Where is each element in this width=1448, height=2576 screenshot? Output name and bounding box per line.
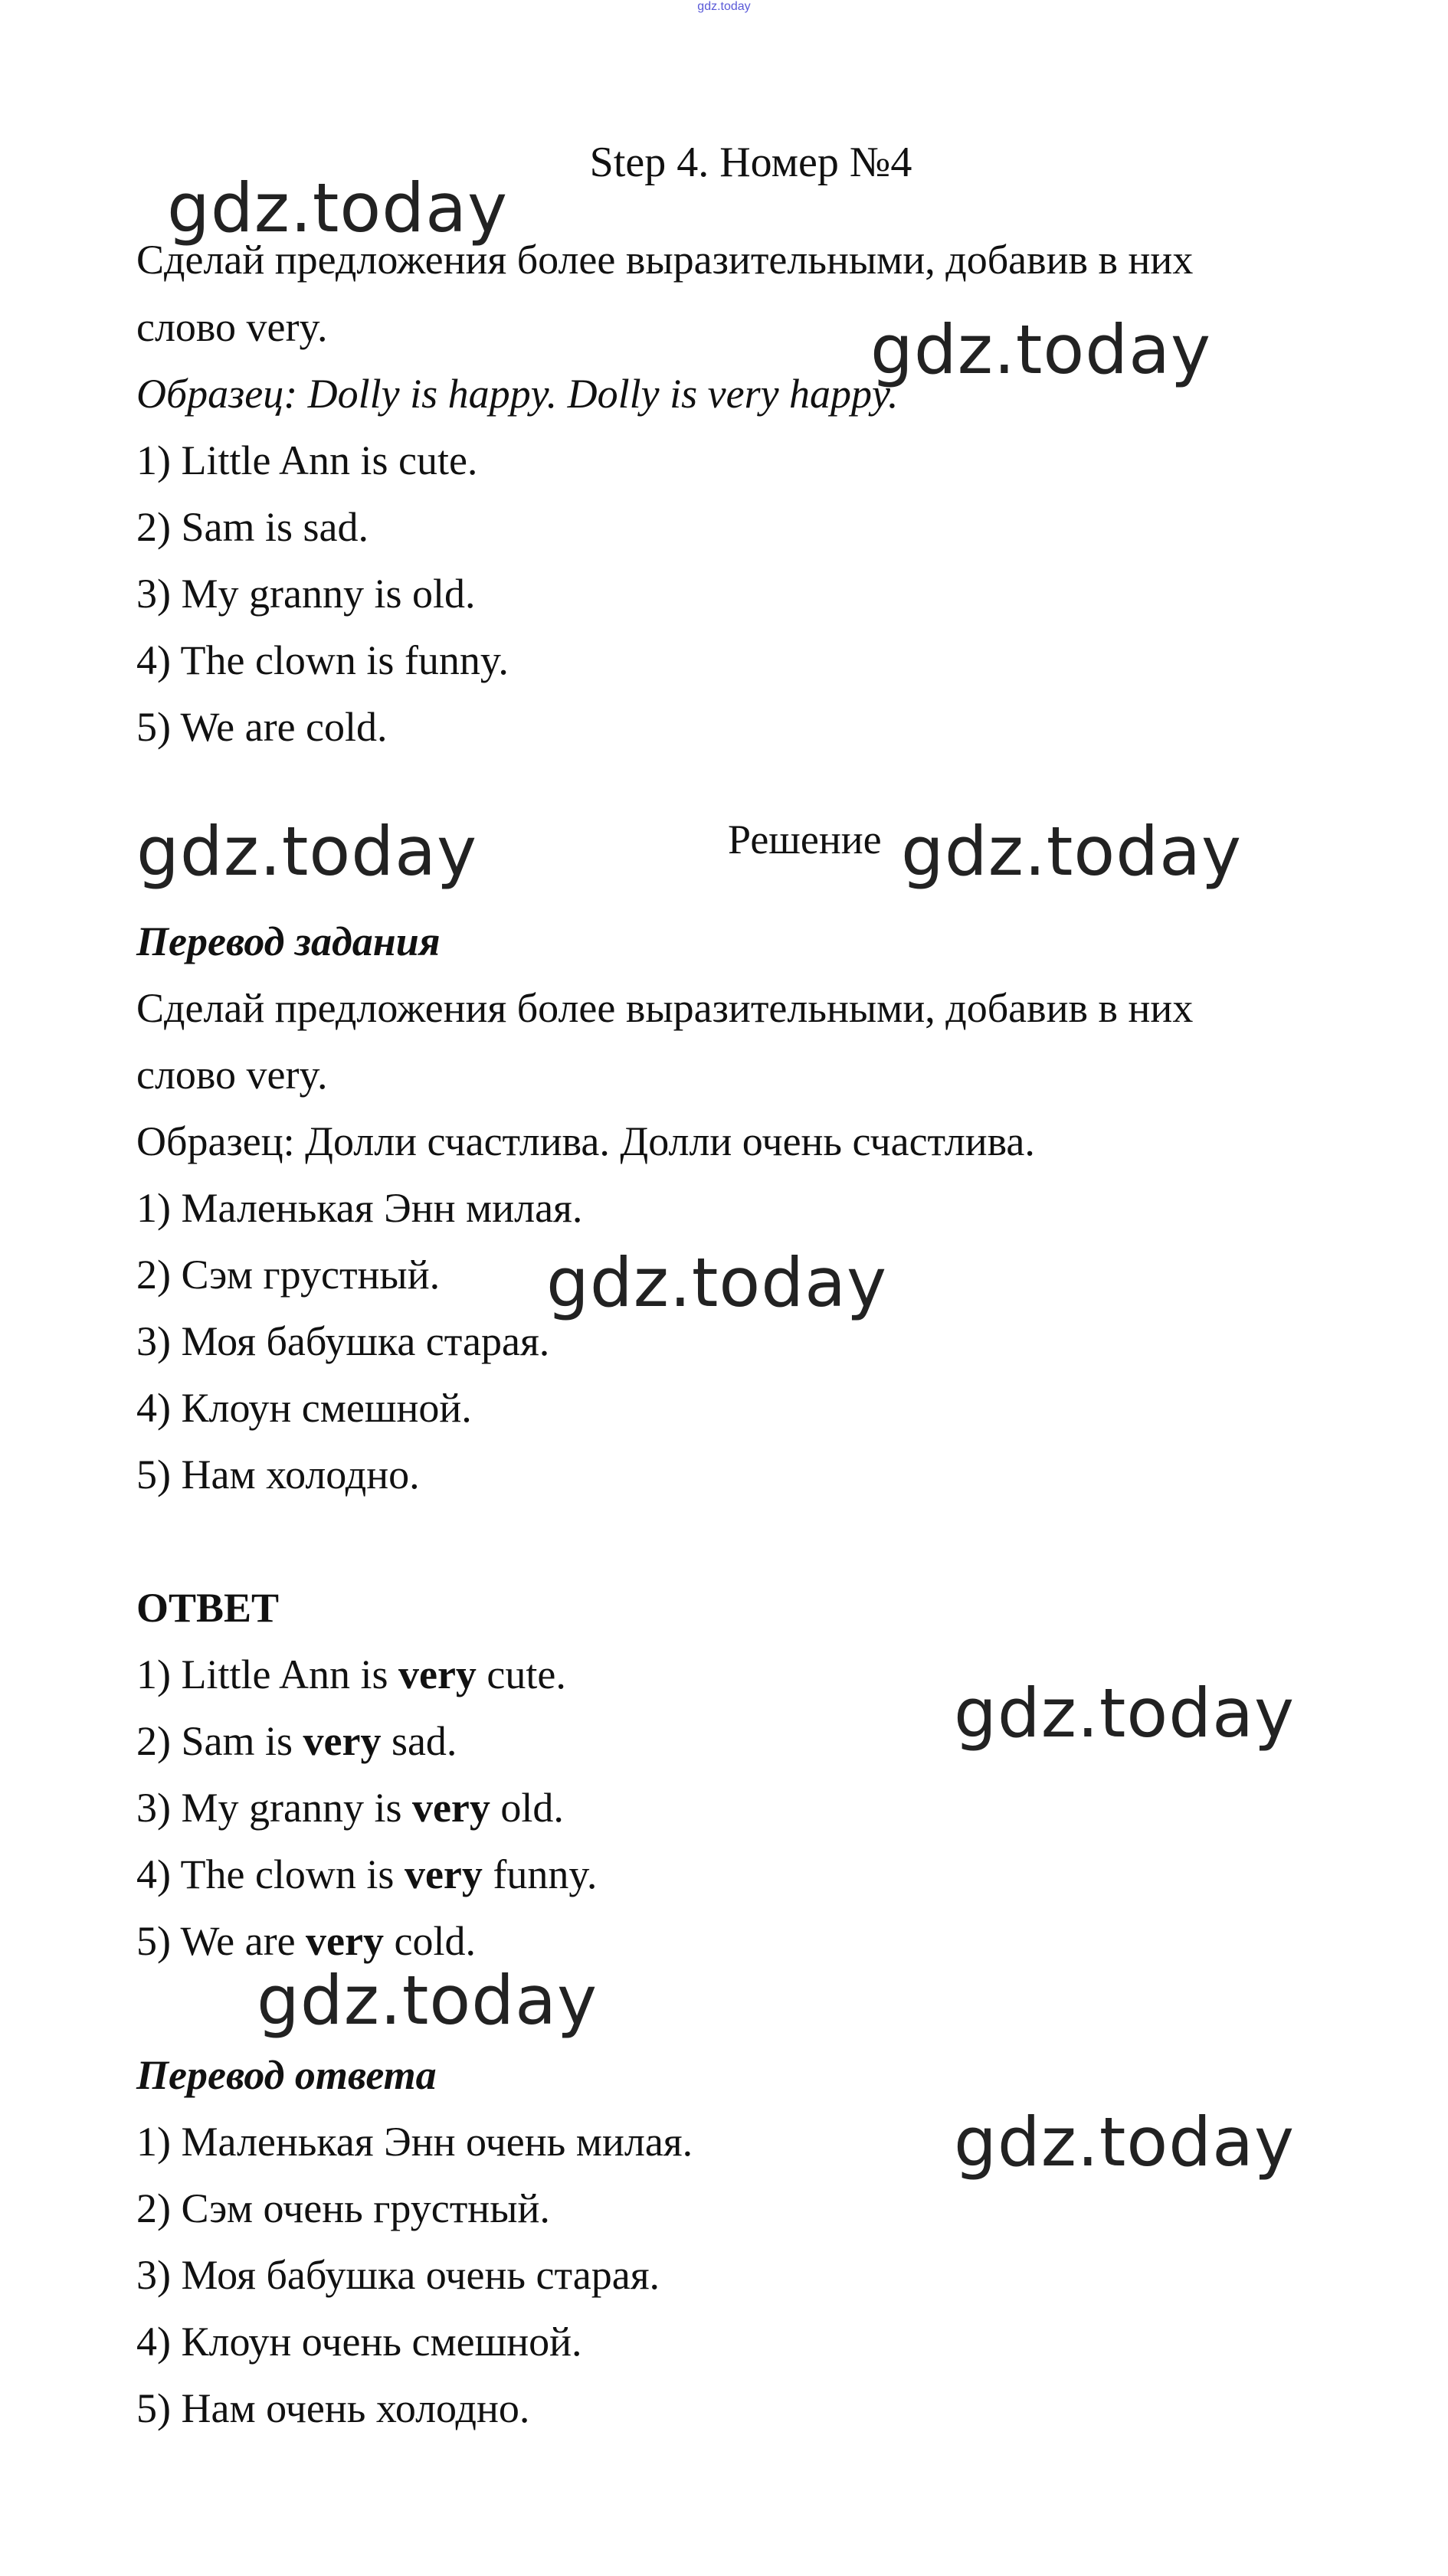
- watermark: gdz.today: [167, 169, 509, 247]
- translation-example: Образец: Долли счастлива. Долли очень счастлива.: [136, 1118, 1035, 1164]
- translation-line-1: Сделай предложения более выразительными, добавив в них: [136, 985, 1194, 1031]
- task-item: 5) We are cold.: [136, 704, 388, 750]
- answer-translation-item: 5) Нам очень холодно.: [136, 2385, 530, 2431]
- solution-label: Решение: [728, 817, 882, 862]
- translation-line-2: слово very.: [136, 1052, 328, 1098]
- task-example: Образец: Dolly is happy. Dolly is very happy.: [136, 371, 899, 417]
- task-item: 4) The clown is funny.: [136, 637, 509, 683]
- translation-item: 1) Маленькая Энн милая.: [136, 1185, 583, 1231]
- task-line-1: Сделай предложения более выразительными, добавив в них: [136, 237, 1194, 283]
- task-line-2: слово very.: [136, 304, 328, 350]
- translation-item: 5) Нам холодно.: [136, 1452, 420, 1497]
- top-watermark: gdz.today: [697, 0, 751, 13]
- task-item: 3) My granny is old.: [136, 571, 476, 617]
- answer-item: 3) My granny is very old.: [136, 1785, 564, 1831]
- watermark: gdz.today: [546, 1243, 888, 1322]
- page-title: Step 4. Номер №4: [589, 139, 912, 186]
- answer-item: 1) Little Ann is very cute.: [136, 1651, 566, 1697]
- answer-translation-heading: Перевод ответа: [136, 2052, 437, 2098]
- answer-heading: ОТВЕТ: [136, 1585, 280, 1631]
- answer-item: 5) We are very cold.: [136, 1918, 476, 1964]
- answer-item: 4) The clown is very funny.: [136, 1851, 598, 1897]
- answer-translation-item: 3) Моя бабушка очень старая.: [136, 2252, 660, 2298]
- translation-heading: Перевод задания: [136, 918, 441, 964]
- task-item: 2) Sam is sad.: [136, 504, 369, 550]
- translation-item: 3) Моя бабушка старая.: [136, 1318, 550, 1364]
- watermark: gdz.today: [954, 1674, 1296, 1753]
- answer-translation-item: 4) Клоун очень смешной.: [136, 2319, 582, 2365]
- translation-item: 4) Клоун смешной.: [136, 1385, 472, 1431]
- watermark: gdz.today: [901, 812, 1243, 891]
- watermark: gdz.today: [257, 1961, 598, 2040]
- answer-item: 2) Sam is very sad.: [136, 1718, 457, 1764]
- watermark: gdz.today: [954, 2103, 1296, 2182]
- answer-translation-item: 2) Сэм очень грустный.: [136, 2185, 550, 2231]
- watermark: gdz.today: [136, 812, 478, 891]
- task-item: 1) Little Ann is cute.: [136, 437, 478, 483]
- watermark: gdz.today: [870, 310, 1212, 389]
- translation-item: 2) Сэм грустный.: [136, 1252, 441, 1298]
- answer-translation-item: 1) Маленькая Энн очень милая.: [136, 2119, 693, 2165]
